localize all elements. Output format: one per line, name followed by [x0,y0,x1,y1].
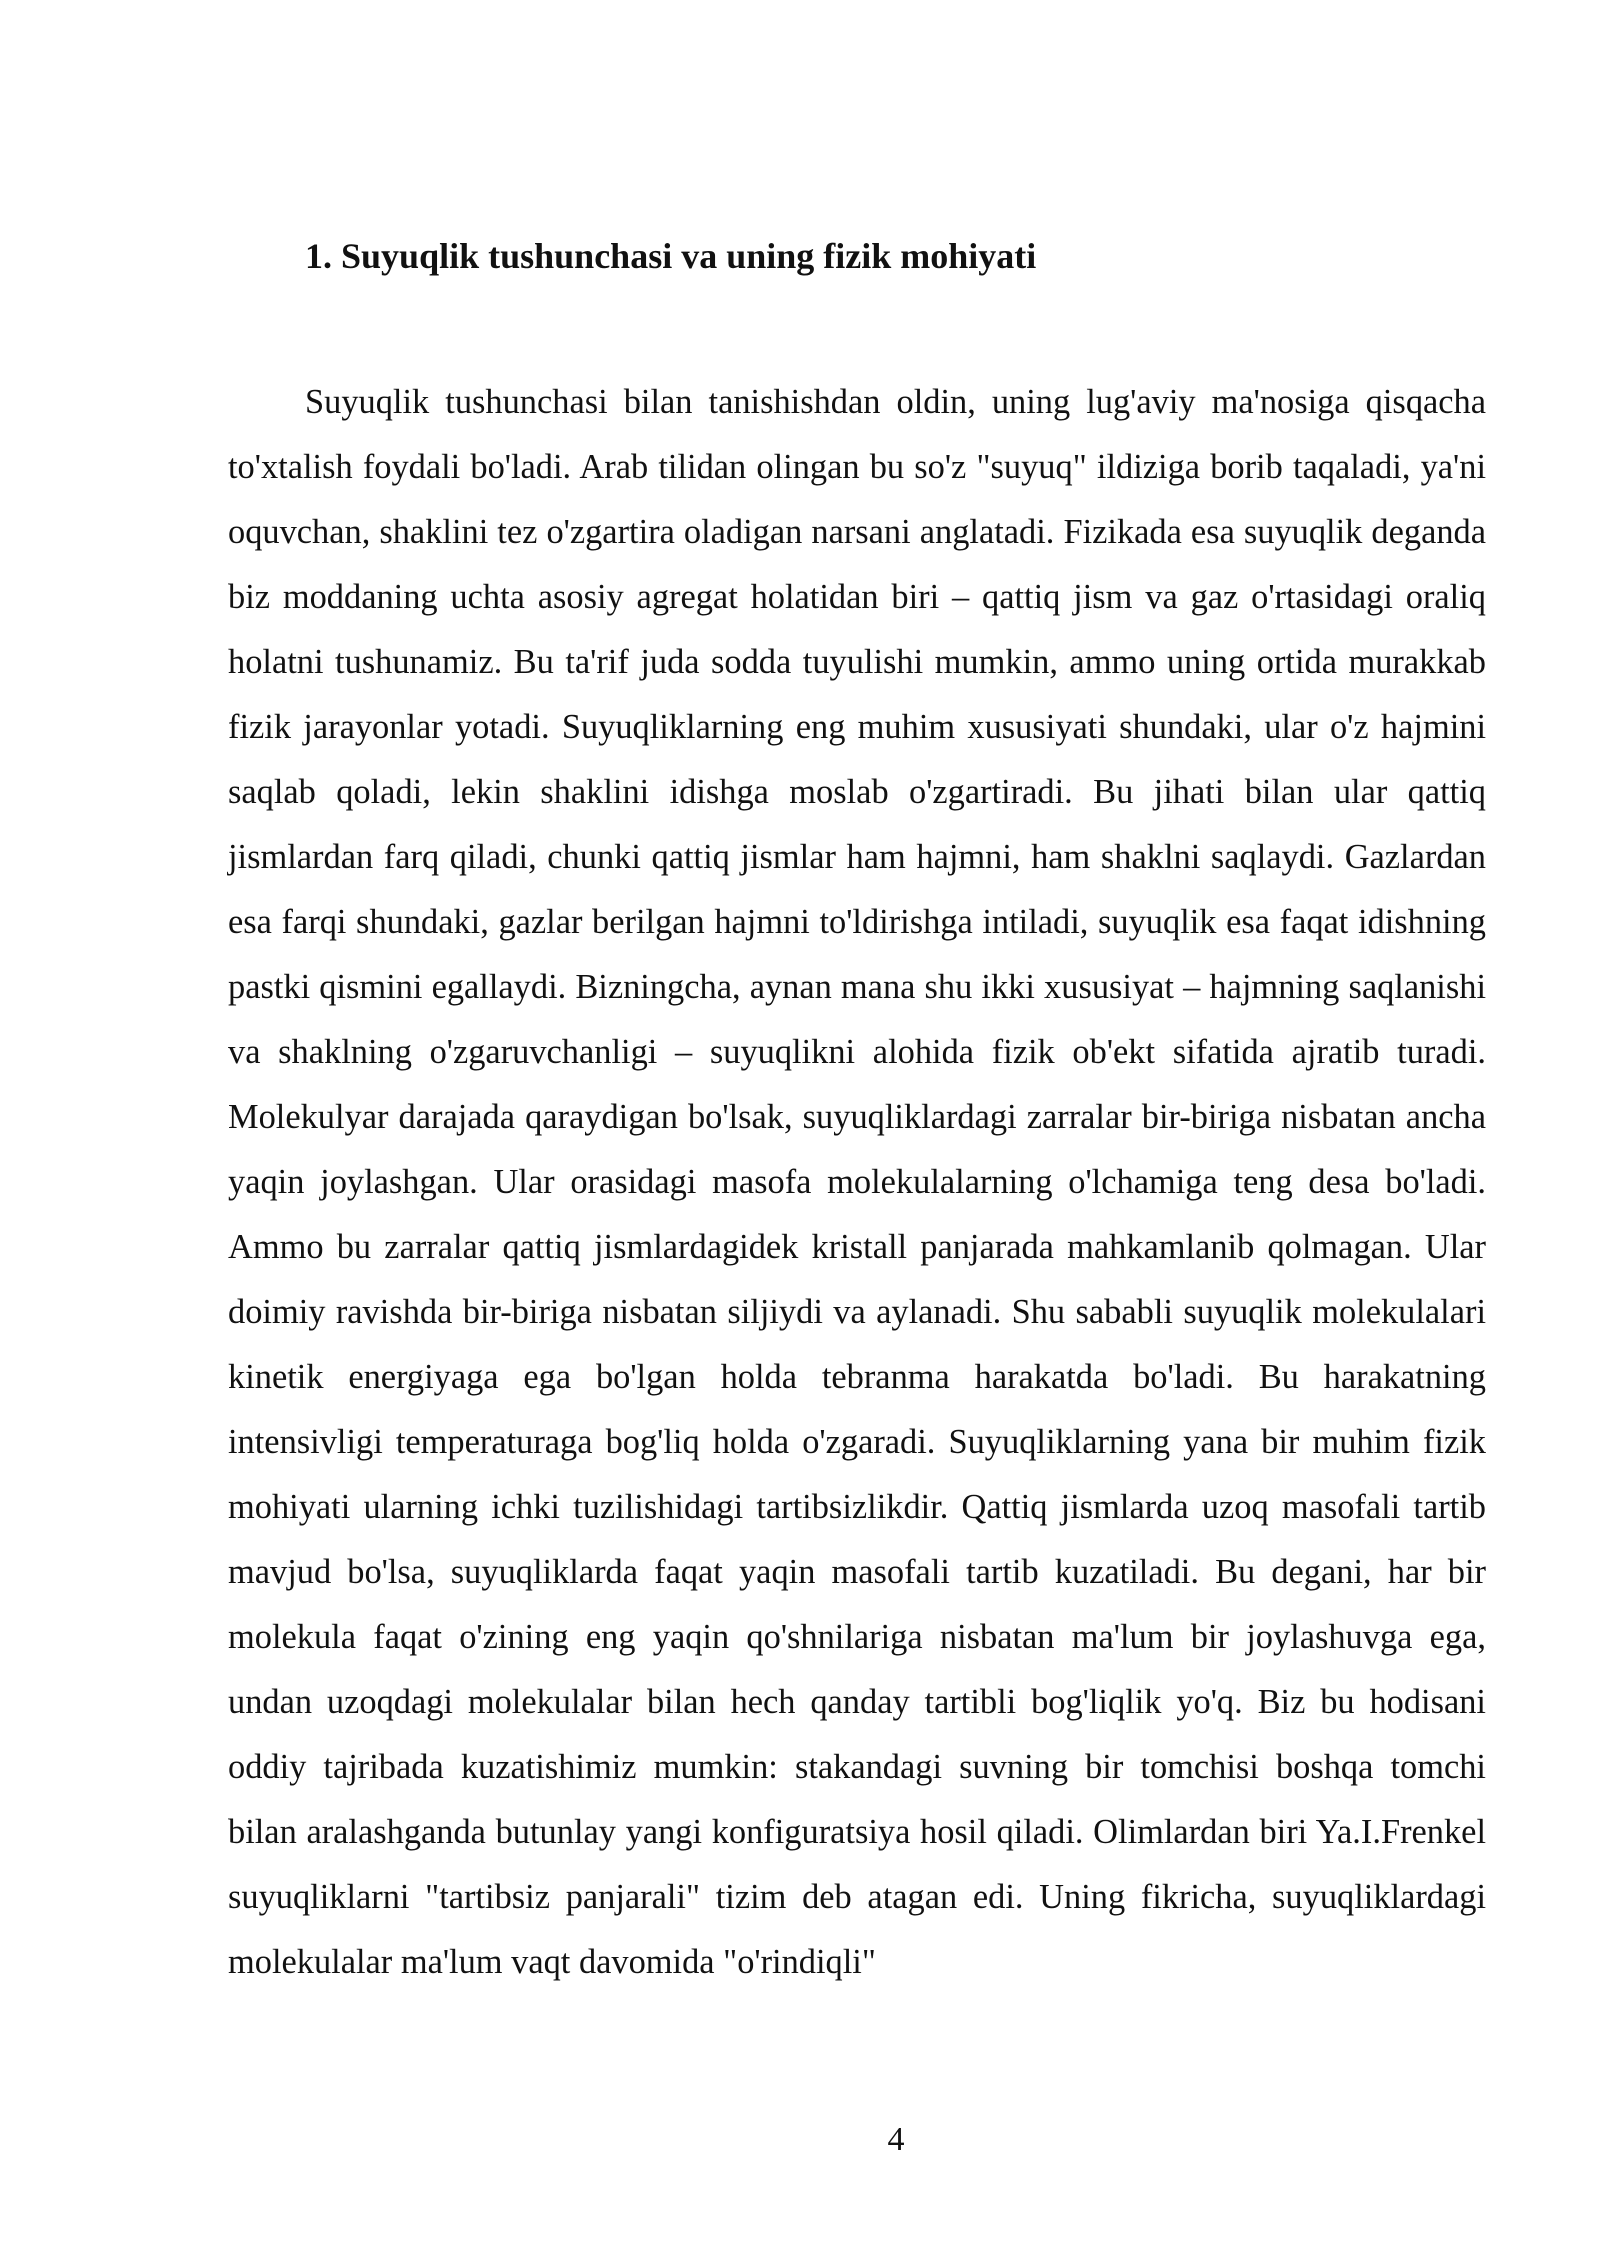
page-number: 4 [887,2121,905,2158]
body-paragraph: Suyuqlik tushunchasi bilan tanishishdan oldin, uning lug'aviy ma'nosiga qisqacha to'xtalish foydali bo'ladi. Arab tilidan olingan bu so'z "suyuq" ildiziga borib taqaladi, ya'ni oquvchan, shaklini tez o'zgartira oladigan narsani anglatadi. Fizikada esa suyuqlik deganda biz moddaning uchta asosiy agregat holatidan biri – qattiq jism va gaz o'rtasidagi oraliq holatni tushunamiz. Bu ta'rif juda sodda tuyulishi mumkin, ammo uning ortida murakkab fizik jarayonlar yotadi. Suyuqliklarning eng muhim xususiyati shundaki, ular o'z hajmini saqlab qoladi, lekin shaklini idishga moslab o'zgartiradi. Bu jihati bilan ular qattiq jismlardan farq qiladi, chunki qattiq jismlar ham hajmni, ham shaklni saqlaydi. Gazlardan esa farqi shundaki, gazlar berilgan hajmni to'ldirishga intiladi, suyuqlik esa faqat idishning pastki qismini egallaydi. Bizningcha, aynan mana shu ikki xususiyat – hajmning saqlanishi va shaklning o'zgaruvchanligi – suyuqlikni alohida fizik ob'ekt sifatida ajratib turadi. Molekulyar darajada qaraydigan bo'lsak, suyuqliklardagi zarralar bir-biriga nisbatan ancha yaqin joylashgan. Ular orasidagi masofa molekulalarning o'lchamiga teng desa bo'ladi. Ammo bu zarralar qattiq jismlardagidek kristall panjarada mahkamlanib qolmagan. Ular doimiy ravishda bir-biriga nisbatan siljiydi va aylanadi. Shu sababli suyuqlik molekulalari kinetik energiyaga ega bo'lgan holda tebranma harakatda bo'ladi. Bu harakatning intensivligi temperaturaga bog'liq holda o'zgaradi. Suyuqliklarning yana bir muhim fizik mohiyati ularning ichki tuzilishidagi tartibsizlikdir. Qattiq jismlarda uzoq masofali tartib mavjud bo'lsa, suyuqliklarda faqat yaqin masofali tartib kuzatiladi. Bu degani, har bir molekula faqat o'zining eng yaqin qo'shnilariga nisbatan ma'lum bir joylashuvga ega, undan uzoqdagi molekulalar bilan hech qanday tartibli bog'liqlik yo'q. Biz bu hodisani oddiy tajribada kuzatishimiz mumkin: stakandagi suvning bir tomchisi boshqa tomchi bilan aralashganda butunlay yangi konfiguratsiya hosil qiladi. Olimlardan biri Ya.I.Frenkel suyuqliklarni "tartibsiz panjarali" tizim deb atagan edi. Uning fikricha, suyuqliklardagi molekulalar ma'lum vaqt davomida "o'rindiqli" [228,383,1486,1981]
section-heading: 1. Suyuqlik tushunchasi va uning fizik mohiyati [305,236,1037,276]
